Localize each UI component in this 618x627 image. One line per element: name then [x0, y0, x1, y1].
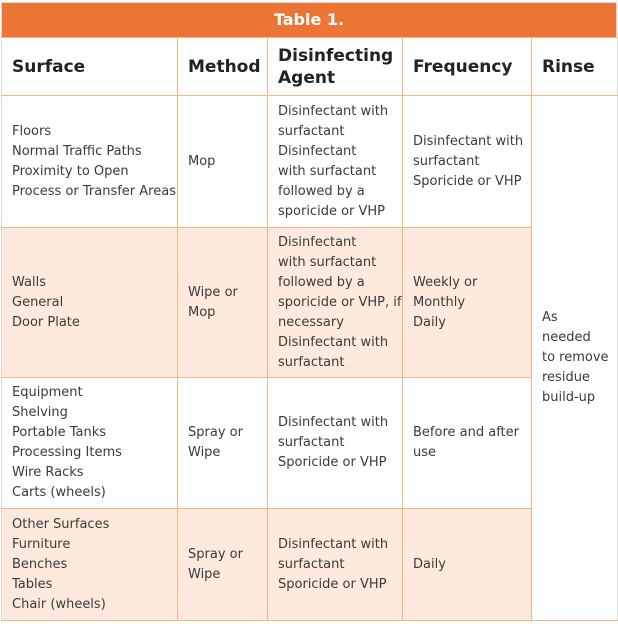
- cell-agent: [268, 228, 403, 378]
- cell-rinse: [532, 96, 618, 621]
- cell-agent: [268, 96, 403, 228]
- table-title: Table 1.: [1, 2, 617, 37]
- cell-line: surfactant: [278, 123, 345, 139]
- cell-surface: [2, 228, 178, 378]
- table-container: [1, 2, 617, 621]
- cell-line: Normal Traffic Paths: [12, 143, 142, 159]
- cell-line: Daily: [413, 314, 446, 330]
- cell-line: Weekly or: [413, 274, 478, 290]
- cell-line: Before and after: [413, 425, 519, 440]
- cell-line: needed: [542, 330, 591, 345]
- cell-line: with surfactant: [278, 254, 377, 270]
- cell-line: Spray or: [188, 546, 243, 562]
- cell-agent: [268, 509, 403, 621]
- cell-line: followed by a: [278, 183, 365, 199]
- cell-line: Spray or: [188, 425, 243, 440]
- cell-line: sporicide or VHP, if: [278, 294, 402, 310]
- cell-line: Disinfectant with: [278, 415, 389, 430]
- cell-line: Wipe: [188, 566, 221, 582]
- cell-line: Disinfectant with: [278, 103, 389, 119]
- header-rinse: Rinse: [532, 38, 618, 96]
- cell-line: As: [542, 310, 558, 325]
- cell-line: Other Surfaces: [12, 516, 110, 532]
- cell-line: Benches: [12, 556, 68, 572]
- cell-method: [178, 509, 268, 621]
- header-agent: Disinfecting Agent: [268, 38, 403, 96]
- table-row: [2, 96, 618, 228]
- table-row: [2, 378, 618, 509]
- cell-line: Sporicide or VHP: [278, 576, 387, 592]
- cell-line: Disinfectant with: [278, 334, 389, 350]
- cell-line: Wipe: [188, 445, 221, 460]
- cell-line: Tables: [12, 576, 53, 592]
- cell-frequency: [403, 378, 532, 509]
- disinfection-table: [1, 37, 618, 621]
- cell-line: Walls: [12, 274, 46, 290]
- cell-agent: [268, 378, 403, 509]
- cell-line: Proximity to Open: [12, 163, 129, 179]
- cell-line: build-up: [542, 390, 596, 405]
- cell-line: Portable Tanks: [12, 425, 107, 440]
- cell-frequency: [403, 509, 532, 621]
- cell-line: Disinfectant: [278, 234, 357, 250]
- cell-line: followed by a: [278, 274, 365, 290]
- cell-line: necessary: [278, 314, 344, 330]
- cell-line: surfactant: [278, 556, 345, 572]
- cell-surface: [2, 509, 178, 621]
- cell-surface: [2, 378, 178, 509]
- cell-line: with surfactant: [278, 163, 377, 179]
- cell-line: Carts (wheels): [12, 485, 106, 500]
- cell-line: Mop: [188, 153, 216, 169]
- cell-line: Disinfectant with: [413, 133, 524, 149]
- header-frequency: Frequency: [403, 38, 532, 96]
- cell-line: Sporicide or VHP: [413, 173, 522, 189]
- cell-line: Daily: [413, 556, 446, 572]
- table-row: [2, 509, 618, 621]
- cell-line: Wipe or: [188, 284, 238, 300]
- cell-frequency: [403, 96, 532, 228]
- cell-line: Furniture: [12, 536, 71, 552]
- cell-line: Sporicide or VHP: [278, 455, 387, 470]
- cell-method: [178, 228, 268, 378]
- header-row: [2, 38, 618, 96]
- cell-line: Process or Transfer Areas: [12, 183, 176, 199]
- cell-line: Shelving: [12, 405, 68, 420]
- cell-line: Monthly: [413, 294, 466, 310]
- cell-line: Door Plate: [12, 314, 80, 330]
- cell-line: surfactant: [278, 354, 345, 370]
- cell-line: Processing Items: [12, 445, 122, 460]
- cell-line: Mop: [188, 304, 216, 320]
- cell-line: surfactant: [413, 153, 480, 169]
- header-method: Method: [178, 38, 268, 96]
- header-surface: Surface: [2, 38, 178, 96]
- cell-line: Floors: [12, 123, 52, 139]
- cell-line: General: [12, 294, 64, 310]
- cell-line: surfactant: [278, 435, 345, 450]
- cell-line: use: [413, 445, 437, 460]
- cell-method: [178, 378, 268, 509]
- cell-line: Disinfectant: [278, 143, 357, 159]
- cell-surface: [2, 96, 178, 228]
- cell-line: residue: [542, 370, 590, 385]
- cell-method: [178, 96, 268, 228]
- cell-frequency: [403, 228, 532, 378]
- table-row: [2, 228, 618, 378]
- cell-line: Disinfectant with: [278, 536, 389, 552]
- cell-line: sporicide or VHP: [278, 203, 386, 219]
- cell-line: to remove: [542, 350, 609, 365]
- cell-line: Chair (wheels): [12, 596, 106, 612]
- cell-line: Equipment: [12, 385, 83, 400]
- cell-line: Wire Racks: [12, 465, 84, 480]
